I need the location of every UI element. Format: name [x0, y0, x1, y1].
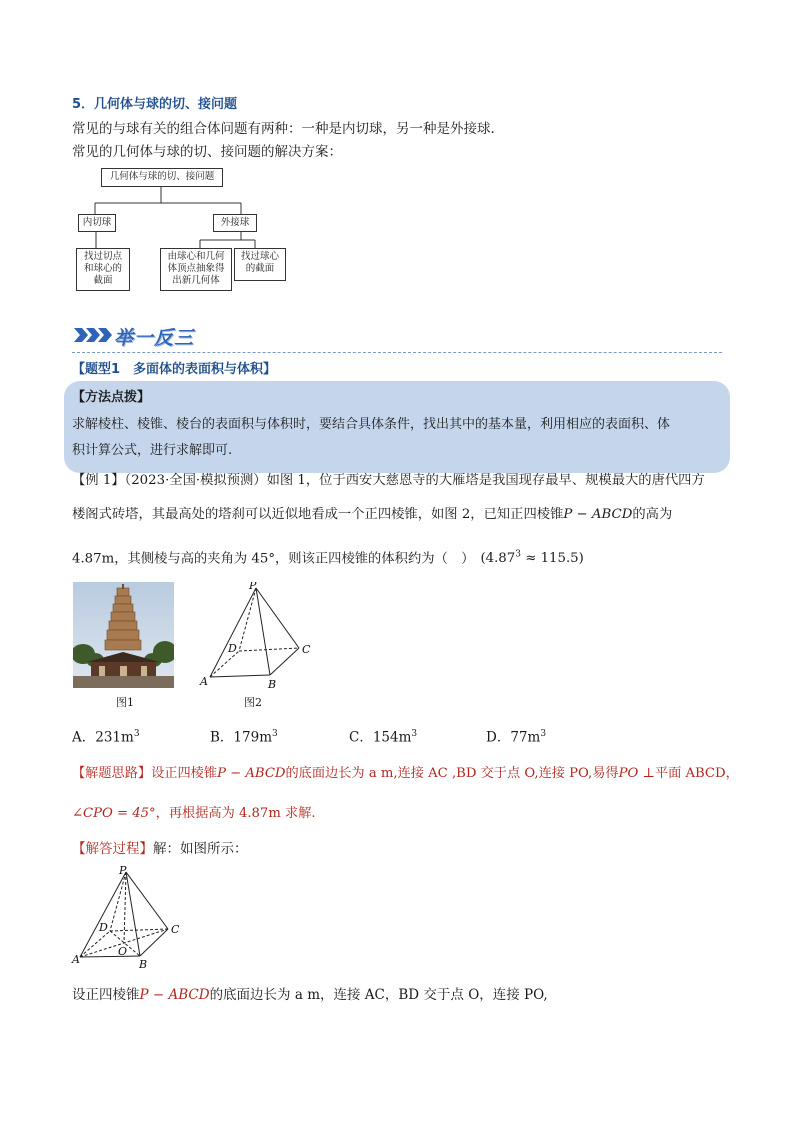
option-sup: 3 — [272, 729, 278, 739]
pyramid3-label-p: P — [119, 864, 127, 877]
flowchart-leaf-2 — [160, 248, 232, 291]
flowchart-root: 几何体与球的切、接问题 — [101, 168, 223, 187]
figure-2-caption: 图2 — [244, 696, 262, 709]
idea-math: P − ABCD — [217, 766, 286, 781]
section-line-2: 常见的几何体与球的切、接问题的解决方案： — [72, 144, 342, 160]
example-text: 的高为 — [632, 507, 673, 522]
idea-math: ∠CPO = 45° — [72, 806, 156, 821]
idea-math: PO ⊥ — [618, 766, 655, 781]
pyramid3-label-d: D — [99, 921, 108, 934]
pyramid3-label-o: O — [118, 945, 128, 958]
option-value: 77m — [510, 729, 541, 746]
pagoda-image — [73, 582, 174, 688]
example-text: 4.87m，其侧棱与高的夹角为 45°，则该正四棱锥的体积约为（ ） — [72, 551, 475, 567]
process-last-line — [72, 986, 548, 1004]
pyramid-label-p: P — [249, 582, 257, 592]
pyramid-label-a: A — [200, 675, 208, 688]
topic-label: 【题型1 多面体的表面积与体积】 — [72, 362, 277, 377]
banner-text: 举一反三 — [114, 327, 195, 349]
leaf2-line: 出新几何体 — [172, 275, 220, 286]
pyramid-label-b: B — [268, 678, 277, 690]
option-sup: 3 — [411, 729, 418, 739]
section-title: 5．几何体与球的切、接问题 — [72, 97, 238, 112]
process-math: P − ABCD — [139, 987, 210, 1003]
leaf2-line: 由球心和几何 — [167, 251, 225, 262]
idea-text: ，再根据高为 4.87m 求解. — [155, 806, 316, 821]
example-line-2 — [72, 506, 672, 524]
banner — [72, 322, 232, 348]
option-value: 231m — [95, 729, 134, 746]
method-line-2: 积计算公式，进行求解即可. — [72, 443, 233, 458]
idea-tag: 【解题思路】 — [72, 766, 152, 781]
example-text: 楼阁式砖塔，其最高处的塔刹可以近似地看成一个正四棱锥，如图 2，已知正四棱锥 — [72, 507, 564, 522]
pyramid-label-c: C — [302, 643, 311, 656]
pyramid-with-center-diagram — [70, 864, 190, 974]
example-math-sup: 3 — [515, 550, 521, 560]
leaf2-line: 体顶点抽象得 — [167, 263, 225, 274]
option-sup: 3 — [540, 729, 547, 739]
figure-3-pyramid — [70, 864, 190, 974]
option-c — [349, 725, 417, 747]
process-text: 设正四棱锥 — [72, 987, 140, 1003]
pyramid3-label-c: C — [171, 923, 180, 936]
banner-divider — [72, 352, 722, 353]
example-line-3 — [72, 546, 584, 568]
pyramid-label-d: D — [228, 642, 237, 655]
option-value: 179m — [233, 729, 272, 746]
option-letter: C． — [349, 729, 373, 746]
figure-2-pyramid — [196, 582, 316, 690]
figure-1-caption: 图1 — [116, 696, 134, 709]
section-line-1: 常见的与球有关的组合体问题有两种：一种是内切球，另一种是外接球. — [72, 121, 495, 137]
leaf3-line: 找过球心 — [240, 251, 279, 262]
leaf1-line: 和球心的 — [83, 263, 122, 274]
idea-text: 平面 ABCD， — [654, 766, 739, 781]
example-math-base: (4.87 — [480, 551, 516, 567]
idea-text: 的底面边长为 a m,连接 AC ,BD 交于点 O,连接 PO,易得 — [285, 766, 619, 781]
flowchart-outer-sphere: 外接球 — [213, 214, 257, 232]
process-line — [72, 840, 248, 858]
idea-text: 设正四棱锥 — [151, 766, 218, 781]
option-letter: D． — [486, 729, 511, 746]
method-line-1: 求解棱柱、棱锥、棱台的表面积与体积时，要结合具体条件，找出其中的基本量，利用相应的表面积、体 — [72, 417, 671, 432]
pyramid3-label-b: B — [139, 958, 148, 971]
flowchart-leaf-3 — [234, 248, 286, 281]
option-b — [210, 725, 278, 747]
idea-line-2 — [72, 805, 316, 823]
process-text: 解：如图所示： — [153, 841, 248, 857]
process-tag: 【解答过程】 — [72, 841, 153, 857]
option-letter: A． — [72, 729, 96, 746]
flowchart — [72, 166, 279, 294]
pyramid-diagram — [196, 582, 316, 690]
option-sup: 3 — [133, 729, 140, 739]
example-math — [480, 551, 583, 566]
example-math: P − ABCD — [563, 507, 633, 522]
figure-1-photo — [73, 582, 174, 688]
pyramid3-label-a: A — [72, 953, 80, 966]
leaf1-line: 截面 — [93, 275, 113, 286]
option-a — [72, 725, 140, 747]
process-text: 的底面边长为 a m，连接 AC，BD 交于点 O，连接 PO, — [209, 987, 548, 1003]
flowchart-leaf-1 — [76, 248, 130, 291]
option-value: 154m — [372, 729, 412, 746]
flowchart-inner-sphere: 内切球 — [78, 214, 116, 232]
leaf1-line: 找过切点 — [83, 251, 122, 262]
method-title: 【方法点拨】 — [72, 390, 151, 405]
example-line-1: 【例 1】（2023·全国·模拟预测）如图 1，位于西安大慈恩寺的大雁塔是我国现存最早、规模最大的唐代四方 — [72, 473, 705, 488]
example-math-rest: ≈ 115.5) — [520, 551, 584, 567]
option-letter: B． — [210, 729, 234, 746]
idea-line-1 — [72, 765, 739, 783]
option-d — [486, 725, 546, 747]
leaf3-line: 的截面 — [245, 263, 275, 274]
